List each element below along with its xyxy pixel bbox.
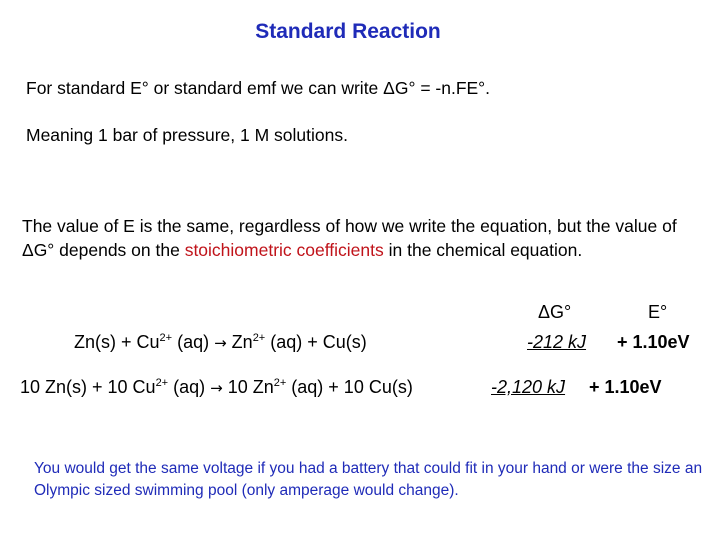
- paragraph-text-start: The value of E is the same, regardless of how we write the equation, but the value of ΔG° depends on the: [22, 216, 677, 260]
- reaction-1-products: Zn: [226, 332, 253, 352]
- reaction-2-product-state: (aq) + 10 Cu(s): [286, 377, 413, 397]
- slide-title: Standard Reaction: [255, 20, 441, 43]
- emf-definition-line: For standard E° or standard emf we can write ΔG° = -n.FE°.: [26, 78, 491, 98]
- reaction-1-product-state: (aq) + Cu(s): [265, 332, 367, 352]
- reaction-1-reactant-charge: 2+: [159, 332, 173, 344]
- reaction-2-reactant-state: (aq): [168, 377, 211, 397]
- reaction-2-product-charge: 2+: [273, 377, 287, 389]
- reaction-1-potential: + 1.10eV: [617, 332, 690, 352]
- reaction-2-products: 10 Zn: [222, 377, 274, 397]
- paragraph-text-end: in the chemical equation.: [383, 240, 583, 260]
- reaction-2-delta-g: -2,120 kJ: [491, 377, 566, 397]
- reaction-arrow-icon: →: [214, 334, 227, 352]
- reaction-1-reactants: Zn(s) + Cu: [74, 332, 160, 352]
- reaction-2-equation: [20, 377, 413, 398]
- voltage-note: You would get the same voltage if you had a battery that could fit in your hand or were the size an Olympic sized swimming pool (only amperage would change).: [34, 460, 703, 499]
- reaction-2-reactant-charge: 2+: [155, 377, 169, 389]
- reaction-1-product-charge: 2+: [252, 332, 266, 344]
- delta-g-column-header: ΔG°: [538, 302, 572, 322]
- reaction-1-reactant-state: (aq): [172, 332, 215, 352]
- stoichiometric-coefficients-highlight: stoichiometric coefficients: [184, 240, 384, 260]
- reaction-1-delta-g: -212 kJ: [527, 332, 587, 352]
- e-column-header: E°: [648, 302, 668, 322]
- reaction-2-reactants: 10 Zn(s) + 10 Cu: [20, 377, 156, 397]
- reaction-1-equation: [74, 332, 367, 353]
- standard-conditions-line: Meaning 1 bar of pressure, 1 M solutions.: [26, 125, 348, 145]
- stoichiometry-paragraph: [22, 214, 702, 262]
- reaction-2-potential: + 1.10eV: [589, 377, 662, 397]
- reaction-arrow-icon: →: [210, 379, 223, 397]
